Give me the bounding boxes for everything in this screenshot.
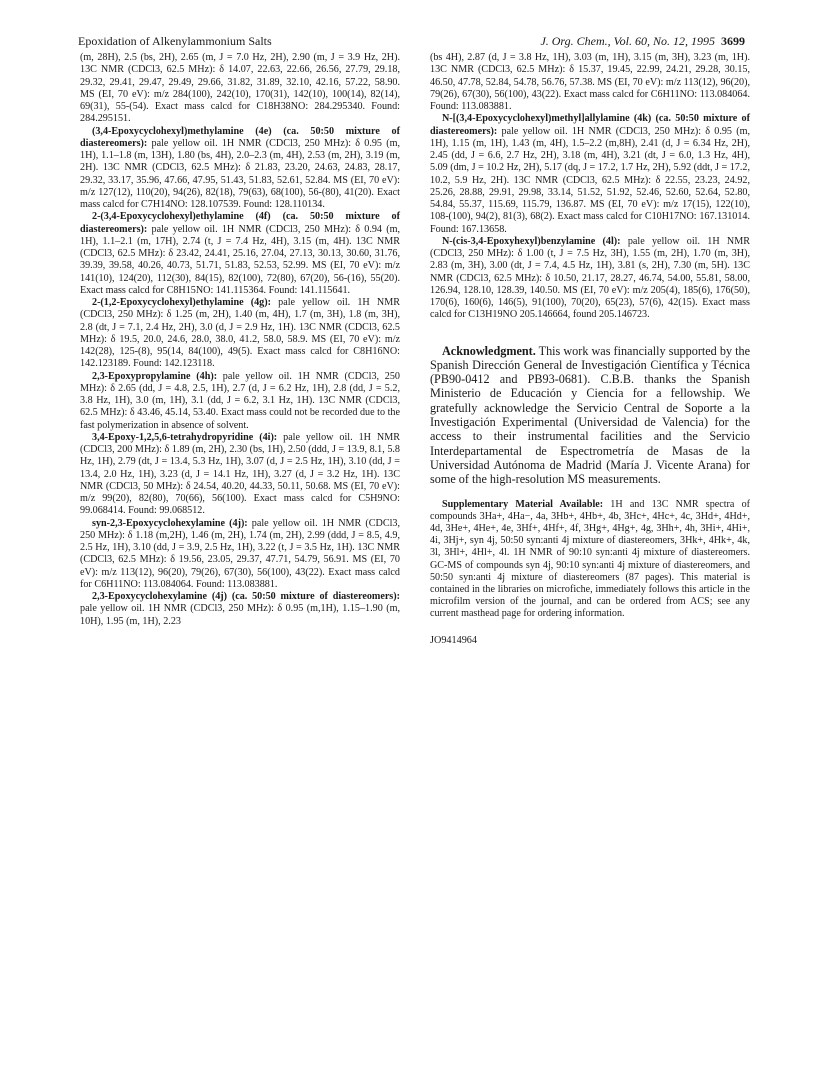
left-column — [80, 52, 400, 628]
compound-title: (3,4-Epoxycyclohexyl)methylamine (4e) (ca. 50:50 mixture of diastereomers): — [80, 125, 400, 149]
running-header-title: Epoxidation of Alkenylammonium Salts — [78, 34, 272, 48]
compound-title: 2-(1,2-Epoxycyclohexyl)ethylamine (4g): — [92, 297, 271, 308]
compound-title: syn-2,3-Epoxycyclohexylamine (4j): — [92, 517, 248, 529]
compound-title: N-[(3,4-Epoxycyclohexyl)methyl]allylamine (4k) (ca. 50:50 mixture of diastereomers): — [430, 113, 750, 137]
compound-entry — [430, 52, 750, 113]
compound-entry — [80, 52, 400, 126]
compound-entry — [80, 371, 400, 432]
supplementary-body: 1H and 13C NMR spectra of compounds 3Ha+, 4Ha−, 4a, 3Hb+, 4Hb+, 4b, 3Hc+, 4Hc+, 4c, 3Hd+, 4Hd+, 4d, 3He+, 4He+, 4e, 3Hf+, 4Hf+, 4f, 3Hg+, 4Hg+, 4g, 3Hh+, 4h, 3Hi+, 4Hi+, 4i, 3Hj+, syn 4j, 50:50 syn:anti 4j mixture of diastereomers, 3Hk+, 4Hk+, 4k, 3l, 3Hl+, 4Hl+, 4l. 1H NMR of 90:10 syn:anti 4j mixture of diastereomers. GC-MS of compounds syn 4j, 90:10 syn:anti 4j mixture of diastereomers, and 50:50 syn:anti 4j mixture of diastereomers (87 pages). This material is contained in the libraries on microfiche, immediately follows this article in the microfilm version of the journal, and can be ordered from ACS; see any current masthead page for ordering information. — [430, 498, 750, 620]
acknowledgment-section — [430, 344, 750, 487]
compound-title: N-(cis-3,4-Epoxyhexyl)benzylamine (4l): — [442, 235, 621, 247]
acknowledgment-body: This work was financially supported by the Spanish Dirección General de Investigación Científica y Técnica (PB90-0412 and PB93-0681). C.B.B. thanks the Spanish Ministerio de Educación y Ciencia for a fellowship. We gratefully acknowledge the Servicio Central de Soporte a la Investigación Experimental (Universidad de Valencia) for the access to their instrumental facilities and the Servicio Interdepartamental de Espectrometría de Masas de la Universidad Autónoma de Madrid (María J. Vicente Arana) for some of the high-resolution MS measurements. — [430, 343, 750, 487]
compound-title: 2-(3,4-Epoxycyclohexyl)ethylamine (4f) (ca. 50:50 mixture of diastereomers): — [80, 211, 400, 235]
compound-entry — [80, 297, 400, 371]
compound-data: (m, 28H), 2.5 (bs, 2H), 2.65 (m, J = 7.0 Hz, 2H), 2.90 (m, J = 3.9 Hz, 2H). 13C NMR (CDCl3, 62.5 MHz): δ 14.07, 22.63, 22.66, 26.56, 27.79, 29.18, 29.32, 29.41, 29.47, 29.49, 29.66, 31.82, 31.89, 32.10, 42.16, 57.22, 58.90. MS (EI, 70 eV): m/z 284(100), 242(10), 170(31), 142(10), 100(14), 82(14), 69(31), 55-(54). Exact mass calcd for C18H38NO: 284.295340. Found: 284.295151. — [80, 52, 400, 125]
compound-title: 2,3-Epoxypropylamine (4h): — [92, 370, 218, 382]
compound-data: pale yellow oil. 1H NMR (CDCl3, 250 MHz): δ 0.94 (m, 1H), 1.1–2.1 (m, 17H), 2.74 (t, J = 7.4 Hz, 4H), 3.15 (m, 4H). 13C NMR (CDCl3, 62.5 MHz): δ 23.42, 24.41, 25.16, 27.04, 27.13, 30.13, 30.60, 31.76, 39.39, 39.58, 40.26, 40.73, 51.71, 51.83, 52.53, 52.99. MS (EI, 70 eV): m/z 141(10), 124(20), 112(30), 84(15), 82(100), 72(80), 67(20), 56-(16), 55(20). Exact mass calcd for C8H15NO: 141.115364. Found: 141.115641. — [80, 223, 400, 296]
compound-entry — [80, 211, 400, 297]
supplementary-material-section — [430, 499, 750, 621]
compound-title: 3,4-Epoxy-1,2,5,6-tetrahydropyridine (4i): — [92, 431, 278, 443]
compound-data: pale yellow oil. 1H NMR (CDCl3, 250 MHz): δ 2.65 (dd, J = 4.8, 2.5, 1H), 2.7 (d, J = 6.2 Hz, 1H), 2.8 (dd, J = 5.2, 3.8 Hz, 1H), 3.0 (m, 1H), 3.1 (dd, J = 6.2, 3.1 Hz, 1H). 13C NMR (CDCl3, 62.5 MHz): δ 43.46, 45.14, 53.40. Exact mass could not be recorded due to the fast polymerization in absence of solvent. — [80, 370, 400, 431]
compound-data: pale yellow oil. 1H NMR (CDCl3, 250 MHz): δ 1.18 (m,2H), 1.46 (m, 2H), 1.74 (m, 2H), 2.99 (ddd, J = 8.5, 4.9, 2.5 Hz, 1H), 3.10 (dd, J = 3.9, 2.5 Hz, 1H), 3.22 (t, J = 3.5 Hz, 1H). 13C NMR (CDCl3, 62.5 MHz): δ 19.56, 23.05, 29.37, 47.71, 54.79, 56.91. MS (EI, 70 eV): m/z 113(12), 96(20), 79(26), 67(30), 56(100), 43(22). Exact mass calcd for C6H11NO: 113.084064. Found: 113.083881. — [80, 517, 400, 590]
compound-data: (bs 4H), 2.87 (d, J = 3.8 Hz, 1H), 3.03 (m, 1H), 3.15 (m, 3H), 3.23 (m, 1H). 13C NMR (CDCl3, 62.5 MHz): δ 15.37, 19.45, 22.99, 24.21, 29.28, 30.15, 46.50, 47.78, 52.84, 54.78, 56.76, 57.38. MS (EI, 70 eV): m/z 113(12), 96(20), 79(26), 67(30), 56(100), 43(22). Exact mass calcd for C6H11NO: 113.084064. Found: 113.083881. — [430, 52, 750, 112]
compound-data: pale yellow oil. 1H NMR (CDCl3, 200 MHz): δ 1.89 (m, 2H), 2.30 (bs, 1H), 2.50 (ddd, J = 13.9, 8.1, 5.8 Hz, 1H), 2.79 (dt, J = 13.4, 5.3 Hz, 1H), 3.07 (d, J = 2.5 Hz, 1H), 3.10 (dd, J = 13.4, 2.0 Hz, 1H), 3.23 (d, J = 14.1 Hz, 1H), 3.27 (d, J = 3.2 Hz, 1H). 13C NMR (CDCl3, 50 MHz): δ 24.54, 40.20, 44.33, 50.11, 50.68. MS (EI, 70 eV): m/z 99(20), 82(80), 70(66), 56(100). Exact mass calcd for C5H9NO: 99.068414. Found: 99.068512. — [80, 431, 400, 517]
right-column — [430, 52, 750, 647]
compound-data: pale yellow oil. 1H NMR (CDCl3, 250 MHz): δ 1.25 (m, 2H), 1.40 (m, 4H), 1.7 (m, 3H), 1.8 (m, 3H), 2.8 (dt, J = 7.1, 2.4 Hz, 2H), 3.0 (d, J = 2.9 Hz, 1H). 13C NMR (CDCl3, 62.5 MHz): δ 19.5, 20.0, 24.6, 28.0, 38.0, 41.2, 58.0, 58.9. MS (EI, 70 eV): m/z 142(28), 125-(8), 95(14, 84(100), 49(5). Exact mass calcd for C8H16NO: 142.123189. Found: 142.123118. — [80, 297, 400, 370]
acknowledgment-heading: Acknowledgment. — [442, 343, 536, 358]
supplementary-heading: Supplementary Material Available: — [442, 498, 604, 510]
compound-data: pale yellow oil. 1H NMR (CDCl3, 250 MHz): δ 1.00 (t, J = 7.5 Hz, 3H), 1.55 (m, 2H), 1.70 (m, 3H), 2.83 (m, 3H), 3.00 (dt, J = 7.4, 4.5 Hz, 1H), 3.81 (s, 2H), 7.30 (m, 5H). 13C NMR (CDCl3, 62.5 MHz): δ 10.50, 21.17, 28.27, 46.74, 54.00, 55.81, 58.00, 126.94, 128.10, 128.39, 140.50. MS (EI, 70 eV): m/z 205(4), 185(6), 176(50), 170(6), 160(6), 146(5), 91(100), 70(20), 65(23), 57(6), 42(15). Exact mass calcd for C13H19NO 205.146664, found 205.146723. — [430, 235, 750, 321]
compound-entry — [430, 113, 750, 236]
compound-entry — [430, 236, 750, 322]
page-number: 3699 — [721, 34, 745, 48]
compound-entry — [80, 126, 400, 212]
compound-data: pale yellow oil. 1H NMR (CDCl3, 250 MHz): δ 0.95 (m, 1H), 1.1–1.8 (m, 13H), 1.80 (bs, 4H), 2.0–2.3 (m, 4H), 2.53 (m, 2H), 3.19 (m, 2H). 13C NMR (CDCl3, 62.5 MHz): δ 21.83, 23.20, 24.63, 24.83, 28.17, 29.32, 33.17, 35.96, 47.66, 47.95, 51.43, 51.83, 52.61, 52.84. MS (EI, 70 eV): m/z 127(12), 110(20), 94(26), 82(18), 79(63), 68(100), 56-(80), 41(20). Exact mass calcd for C7H14NO: 128.107539. Found: 128.110134. — [80, 137, 400, 210]
compound-title: 2,3-Epoxycyclohexylamine (4j) (ca. 50:50 mixture of diastereomers): — [92, 591, 400, 602]
manuscript-code: JO9414964 — [430, 634, 477, 646]
compound-entry — [80, 432, 400, 518]
running-header-journal — [540, 34, 745, 49]
journal-citation: J. Org. Chem., Vol. 60, No. 12, 1995 — [540, 34, 715, 48]
compound-entry — [80, 591, 400, 628]
compound-data: pale yellow oil. 1H NMR (CDCl3, 250 MHz): δ 0.95 (m,1H), 1.15–1.90 (m, 10H), 1.95 (m, 1H), 2.23 — [80, 603, 400, 627]
compound-entry — [80, 518, 400, 592]
compound-data: pale yellow oil. 1H NMR (CDCl3, 250 MHz): δ 0.95 (m, 1H), 1.15 (m, 1H), 1.43 (m, 4H), 1.5–2.2 (m,8H), 2.41 (d, J = 6.34 Hz, 2H), 2.45 (dd, J = 6.6, 2.7 Hz, 2H), 3.18 (m, 4H), 3.21 (dt, J = 6.0, 1.3 Hz, 4H), 5.09 (dm, J = 10.2 Hz, 2H), 5.17 (dq, J = 17.2, 1.7 Hz, 2H), 5.92 (ddt, J = 17.2, 10.2, 5.9 Hz, 2H). 13C NMR (CDCl3, 62.5 MHz): δ 22.55, 23.23, 24.92, 25.26, 28.88, 29.91, 29.98, 33.14, 51.52, 51.92, 52.46, 52.60, 52.64, 52.80, 54.84, 55.37, 115.69, 115.79, 136.87. MS (EI, 70 eV): m/z 17(15), 122(10), 108-(100), 94(2), 81(3), 68(2). Exact mass calcd for C10H17NO: 167.131014. Found: 167.13658. — [430, 125, 751, 235]
